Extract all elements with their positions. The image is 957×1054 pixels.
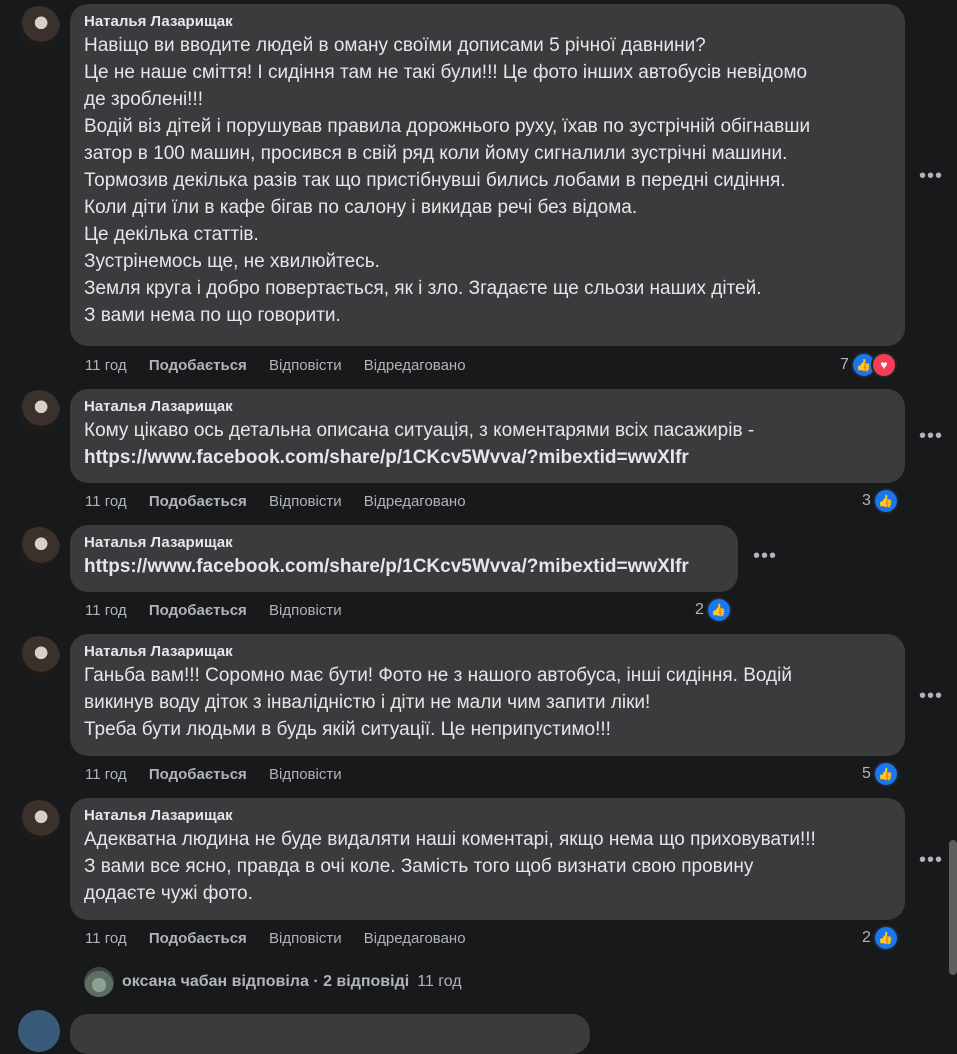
comment-author[interactable]: Наталья Лазарищак	[84, 398, 233, 415]
comment-author[interactable]: Наталья Лазарищак	[84, 534, 233, 551]
comment-actions	[85, 601, 360, 621]
replies-time: 11 год	[417, 973, 462, 990]
comment-time[interactable]: 11 год	[85, 357, 127, 374]
comment-line: Адекватна людина не буде видаляти наші коментарі, якщо нема що приховувати!!!	[84, 829, 816, 850]
edited-label: Відредаговано	[363, 493, 466, 510]
reactions[interactable]	[695, 598, 732, 622]
avatar[interactable]	[18, 6, 60, 48]
comment-time[interactable]: 11 год	[85, 493, 127, 510]
comment-bubble	[70, 1014, 590, 1054]
reply-button[interactable]: Відповісти	[268, 493, 342, 510]
comment-line: де зроблені!!!	[84, 89, 204, 110]
comment-author[interactable]: Наталья Лазарищак	[84, 13, 233, 30]
comment-text	[84, 826, 891, 907]
like-button[interactable]: Подобається	[148, 493, 247, 510]
reaction-count: 3	[862, 492, 871, 509]
comment-actions	[85, 765, 360, 785]
more-options-icon[interactable]: •••	[918, 849, 943, 871]
more-options-icon[interactable]: •••	[918, 165, 943, 187]
more-options-icon[interactable]: •••	[918, 425, 943, 447]
comment-line: Коли діти їли в кафе бігав по салону і викидав речі без відома.	[84, 197, 638, 218]
reaction-count: 5	[862, 765, 871, 782]
comment-line: Це не наше сміття! І сидіння там не такі були!!! Це фото інших автобусів невідомо	[84, 62, 808, 83]
comment-time[interactable]: 11 год	[85, 930, 127, 947]
comment-bubble	[70, 4, 905, 346]
comment-bubble	[70, 634, 905, 756]
comment-line: З вами нема по що говорити.	[84, 305, 341, 326]
thumbs-up-icon: 👍	[873, 761, 899, 787]
like-button[interactable]: Подобається	[148, 930, 247, 947]
avatar[interactable]	[18, 1010, 60, 1052]
comment-text	[84, 417, 891, 471]
scrollbar-thumb[interactable]	[949, 840, 957, 975]
more-options-icon[interactable]: •••	[918, 685, 943, 707]
comment-bubble	[70, 525, 738, 592]
comment-line: Треба бути людьми в будь якій ситуації. Це неприпустимо!!!	[84, 719, 611, 740]
edited-label: Відредаговано	[363, 930, 466, 947]
view-replies-link[interactable]	[84, 966, 462, 998]
comment-author[interactable]: Наталья Лазарищак	[84, 807, 233, 824]
comment-time[interactable]: 11 год	[85, 602, 127, 619]
replies-text[interactable]: оксана чабан відповіла · 2 відповіді	[122, 973, 410, 990]
thumbs-up-icon: 👍	[851, 352, 877, 378]
comment-text	[84, 553, 724, 580]
avatar[interactable]	[18, 800, 60, 842]
reply-button[interactable]: Відповісти	[268, 766, 342, 783]
reactions[interactable]	[862, 926, 899, 950]
thumbs-up-icon: 👍	[873, 925, 899, 951]
thumbs-up-icon: 👍	[706, 597, 732, 623]
comment-line: Це декілька статтів.	[84, 224, 259, 245]
reactions[interactable]	[840, 353, 897, 377]
comment-line: додаєте чужі фото.	[84, 883, 253, 904]
comment-line: затор в 100 машин, просився в свій ряд коли йому сигналили зустрічні машини.	[84, 143, 788, 164]
like-button[interactable]: Подобається	[148, 766, 247, 783]
more-options-icon[interactable]: •••	[752, 545, 777, 567]
comment-bubble	[70, 389, 905, 483]
comment-line: Земля кругa і добро повертається, як і зло. Згадаєте ще сльози наших дітей.	[84, 278, 762, 299]
comment-line: Водій віз дітей і порушував правила дорожнього руху, їхав по зустрічній обігнавши	[84, 116, 811, 137]
comment-line: Кому цікаво ось детальна описана ситуація, з коментарями всіх пасажирів -	[84, 420, 755, 441]
avatar[interactable]	[18, 390, 60, 432]
comment-line: Ганьба вам!!! Соромно має бути! Фото не з нашого автобуса, інші сидіння. Водій	[84, 665, 792, 686]
edited-label: Відредаговано	[363, 357, 466, 374]
comment-text	[84, 32, 891, 329]
reaction-count: 7	[840, 356, 849, 373]
reply-button[interactable]: Відповісти	[268, 357, 342, 374]
reactions[interactable]	[862, 762, 899, 786]
comment-author[interactable]: Наталья Лазарищак	[84, 643, 233, 660]
comment-link[interactable]: https://www.facebook.com/share/p/1CKcv5Wvva/?mibextid=wwXIfr	[84, 447, 689, 468]
comment-actions	[85, 356, 484, 376]
comment-link[interactable]: https://www.facebook.com/share/p/1CKcv5Wvva/?mibextid=wwXIfr	[84, 556, 689, 577]
comment-line: викинув воду діток з інвалідністю і діти не мали чим запити ліки!	[84, 692, 651, 713]
comment-line: Тормозив декілька разів так що пристібнувші бились лобами в передні сидіння.	[84, 170, 786, 191]
comment-actions	[85, 492, 484, 512]
comment-bubble	[70, 798, 905, 920]
reply-button[interactable]: Відповісти	[268, 602, 342, 619]
comment-text	[84, 662, 891, 743]
like-button[interactable]: Подобається	[148, 602, 247, 619]
comment-time[interactable]: 11 год	[85, 766, 127, 783]
reaction-count: 2	[695, 601, 704, 618]
comment-actions	[85, 929, 484, 949]
heart-icon: ♥	[871, 352, 897, 378]
avatar[interactable]	[18, 527, 60, 569]
avatar[interactable]	[18, 636, 60, 678]
like-button[interactable]: Подобається	[148, 357, 247, 374]
reactions[interactable]	[862, 489, 899, 513]
reaction-count: 2	[862, 929, 871, 946]
comment-line: Зустрінемось ще, не хвилюйтесь.	[84, 251, 380, 272]
thumbs-up-icon: 👍	[873, 488, 899, 514]
reply-button[interactable]: Відповісти	[268, 930, 342, 947]
comment-line: Навіщо ви вводите людей в оману своїми дописами 5 річної давнини?	[84, 35, 706, 56]
comment-line: З вами все ясно, правда в очі коле. Замість того щоб визнати свою провину	[84, 856, 754, 877]
reply-avatar	[84, 967, 114, 997]
